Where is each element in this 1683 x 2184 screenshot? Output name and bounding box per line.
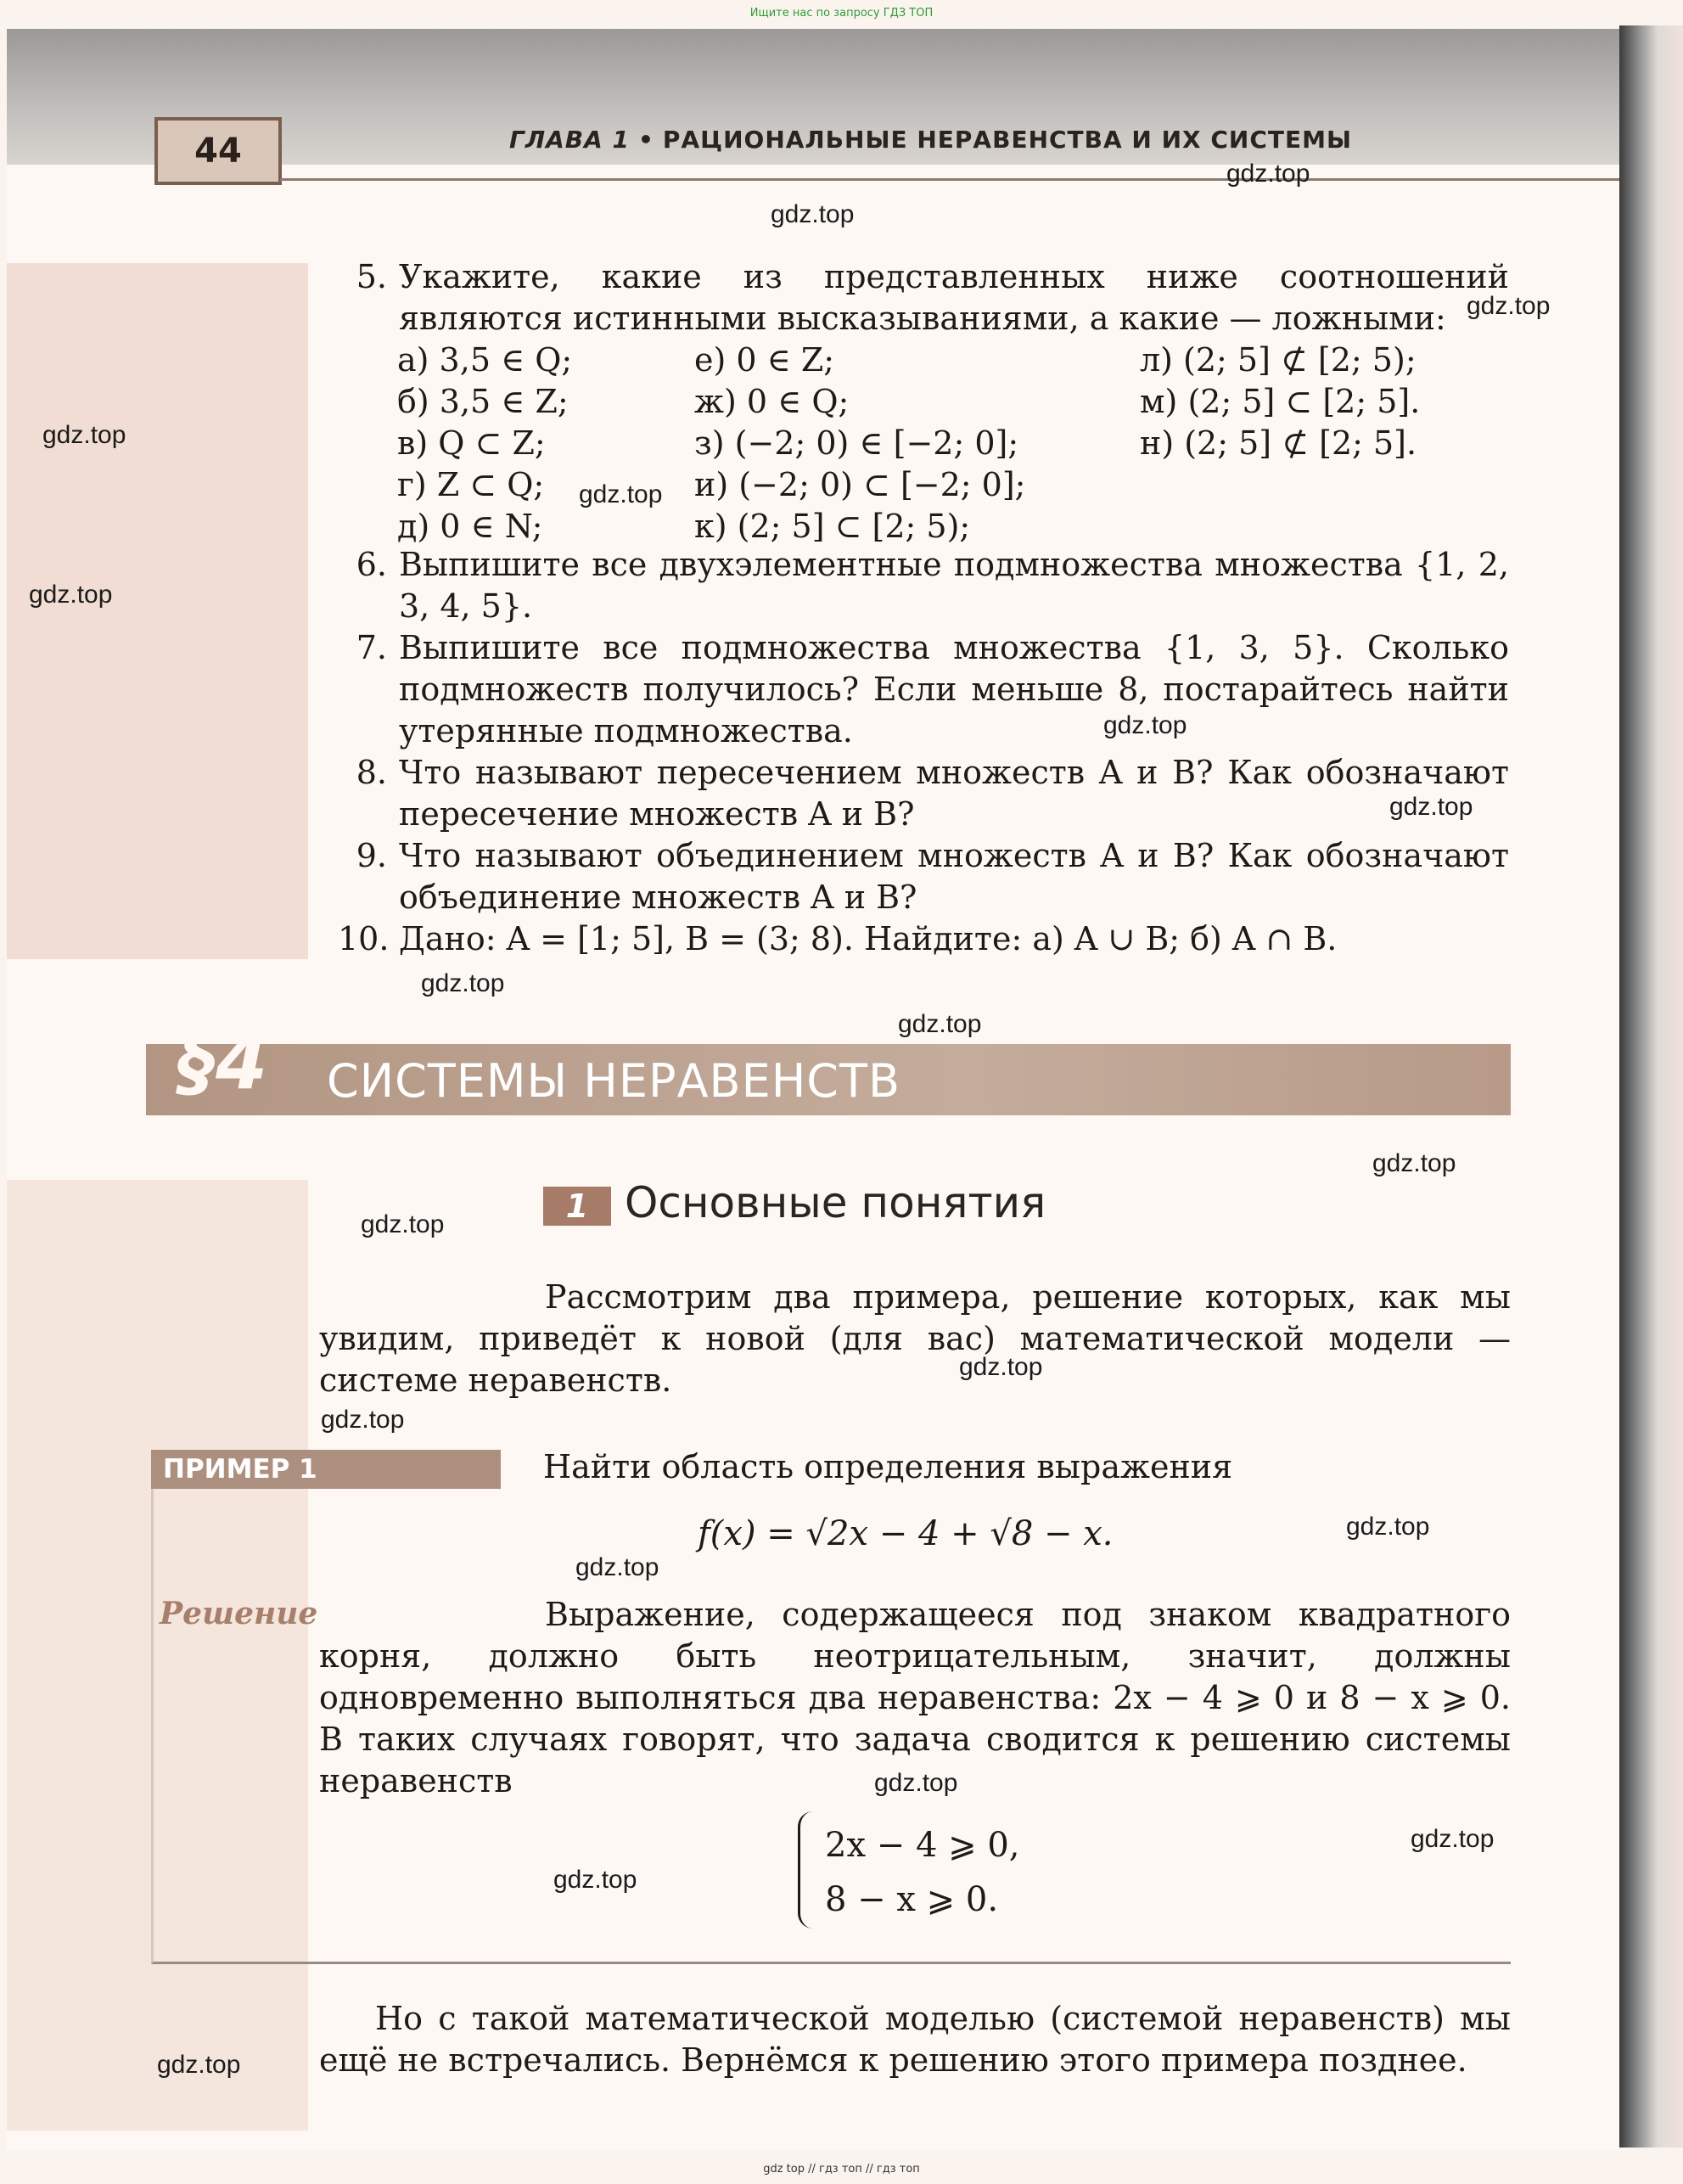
exercise-8 xyxy=(338,752,1509,835)
watermark: gdz.top xyxy=(1372,1149,1456,1177)
example-task: Найти область определения выражения xyxy=(543,1448,1233,1485)
watermark: gdz.top xyxy=(1226,160,1310,188)
watermark: gdz.top xyxy=(579,480,663,508)
watermark: gdz.top xyxy=(321,1406,405,1434)
solution-text: Выражение, содержащееся под знаком квадратного корня, должно быть неотрицательным, значит, должны одновременно выполняться два неравенства: 2x − 4 ⩾ 0 и 8 − x ⩾ 0. В таких случаях говорят, что задача сводится к решению системы неравенств xyxy=(319,1596,1511,1799)
option-item: е) 0 ∈ Z; xyxy=(694,341,835,379)
exercise-10 xyxy=(338,918,1509,960)
inequality-1: 2x − 4 ⩾ 0, xyxy=(825,1826,1020,1865)
watermark: gdz.top xyxy=(421,969,505,997)
watermark: gdz.top xyxy=(553,1866,637,1894)
exercise-text: Выпишите все подмножества множества {1, 3, 5}. Сколько подмножеств получилось? Если меньше 8, постарайтесь найти утерянные подмножества. xyxy=(399,629,1509,750)
bullet: • xyxy=(638,126,654,154)
watermark: gdz.top xyxy=(29,581,113,609)
page-edge-shadow xyxy=(1619,25,1683,2148)
option-item: л) (2; 5] ⊄ [2; 5); xyxy=(1140,341,1417,379)
option-item: г) Z ⊂ Q; xyxy=(397,466,545,503)
exercise-text: Что называют объединением множеств A и B? Как обозначают объединение множеств A и B? xyxy=(399,837,1509,916)
chapter-label: ГЛАВА 1 xyxy=(509,126,631,154)
left-margin-shade xyxy=(7,263,308,959)
inequality-2: 8 − x ⩾ 0. xyxy=(825,1880,999,1919)
option-item: н) (2; 5] ⊄ [2; 5]. xyxy=(1140,424,1417,462)
exercise-7 xyxy=(338,627,1509,752)
exercise-number: 10. xyxy=(338,920,390,957)
exercise-number: 6. xyxy=(356,546,387,583)
watermark: gdz.top xyxy=(42,421,126,449)
section-title: СИСТЕМЫ НЕРАВЕНСТВ xyxy=(327,1054,901,1108)
exercise-number: 7. xyxy=(356,629,387,666)
exercise-number: 8. xyxy=(356,754,387,791)
watermark: gdz.top xyxy=(874,1769,958,1797)
watermark: gdz.top xyxy=(1103,711,1187,739)
example-label: ПРИМЕР 1 xyxy=(151,1450,501,1489)
bottom-banner: gdz top // гдз топ // гдз топ xyxy=(763,2163,920,2176)
option-item: м) (2; 5] ⊂ [2; 5]. xyxy=(1140,383,1421,420)
subsection-title: Основные понятия xyxy=(625,1178,1046,1227)
option-item: и) (−2; 0) ⊂ [−2; 0]; xyxy=(694,466,1026,503)
solution-label: Решение xyxy=(160,1596,318,1631)
exercise-text: Дано: A = [1; 5], B = (3; 8). Найдите: а) A ∪ B; б) A ∩ B. xyxy=(399,920,1338,957)
exercise-6 xyxy=(338,544,1509,627)
system-brace xyxy=(798,1811,817,1929)
exercise-number: 9. xyxy=(356,837,387,874)
exercise-9 xyxy=(338,835,1509,918)
watermark: gdz.top xyxy=(575,1553,659,1581)
watermark: gdz.top xyxy=(157,2051,241,2079)
page-number: 44 xyxy=(154,117,282,185)
option-item: а) 3,5 ∈ Q; xyxy=(397,341,573,379)
watermark: gdz.top xyxy=(898,1010,982,1038)
top-banner: Ищите нас по запросу ГДЗ ТОП xyxy=(749,7,934,20)
example-formula: f(x) = √2x − 4 + √8 − x. xyxy=(698,1514,1114,1553)
subsection-number: 1 xyxy=(543,1187,611,1226)
watermark: gdz.top xyxy=(1467,292,1551,320)
exercise-text: Что называют пересечением множеств A и B? Как обозначают пересечение множеств A и B? xyxy=(399,754,1509,833)
inequality-system xyxy=(825,1818,1020,1927)
closing-paragraph: Но с такой математической моделью (системой неравенств) мы ещё не встречались. Вернёмся к решению этого примера позднее. xyxy=(319,2000,1511,2079)
watermark: gdz.top xyxy=(361,1210,445,1238)
option-item: к) (2; 5] ⊂ [2; 5); xyxy=(694,508,971,545)
watermark: gdz.top xyxy=(1389,793,1473,821)
section-number: §4 xyxy=(178,1019,268,1106)
exercise-text: Выпишите все двухэлементные подмножества множества {1, 2, 3, 4, 5}. xyxy=(399,546,1509,625)
option-item: д) 0 ∈ N; xyxy=(397,508,543,545)
option-item: ж) 0 ∈ Q; xyxy=(694,383,850,420)
option-item: з) (−2; 0) ∈ [−2; 0]; xyxy=(694,424,1019,462)
exercise-number: 5. xyxy=(356,258,387,295)
exercise-text: Укажите, какие из представленных ниже соотношений являются истинными высказываниями, а какие — ложными: xyxy=(399,258,1509,337)
option-item: в) Q ⊂ Z; xyxy=(397,424,546,462)
chapter-header xyxy=(509,126,1352,154)
header-rule xyxy=(280,178,1621,181)
watermark: gdz.top xyxy=(1411,1825,1495,1853)
watermark: gdz.top xyxy=(959,1353,1043,1381)
watermark: gdz.top xyxy=(771,200,855,228)
chapter-title: РАЦИОНАЛЬНЫЕ НЕРАВЕНСТВА И ИХ СИСТЕМЫ xyxy=(662,126,1352,154)
intro-paragraph: Рассмотрим два примера, решение которых, как мы увидим, приведёт к новой (для вас) математической модели — системе неравенств. xyxy=(319,1278,1511,1399)
watermark: gdz.top xyxy=(1346,1513,1430,1541)
option-item: б) 3,5 ∈ Z; xyxy=(397,383,569,420)
exercise-5 xyxy=(338,256,1509,340)
